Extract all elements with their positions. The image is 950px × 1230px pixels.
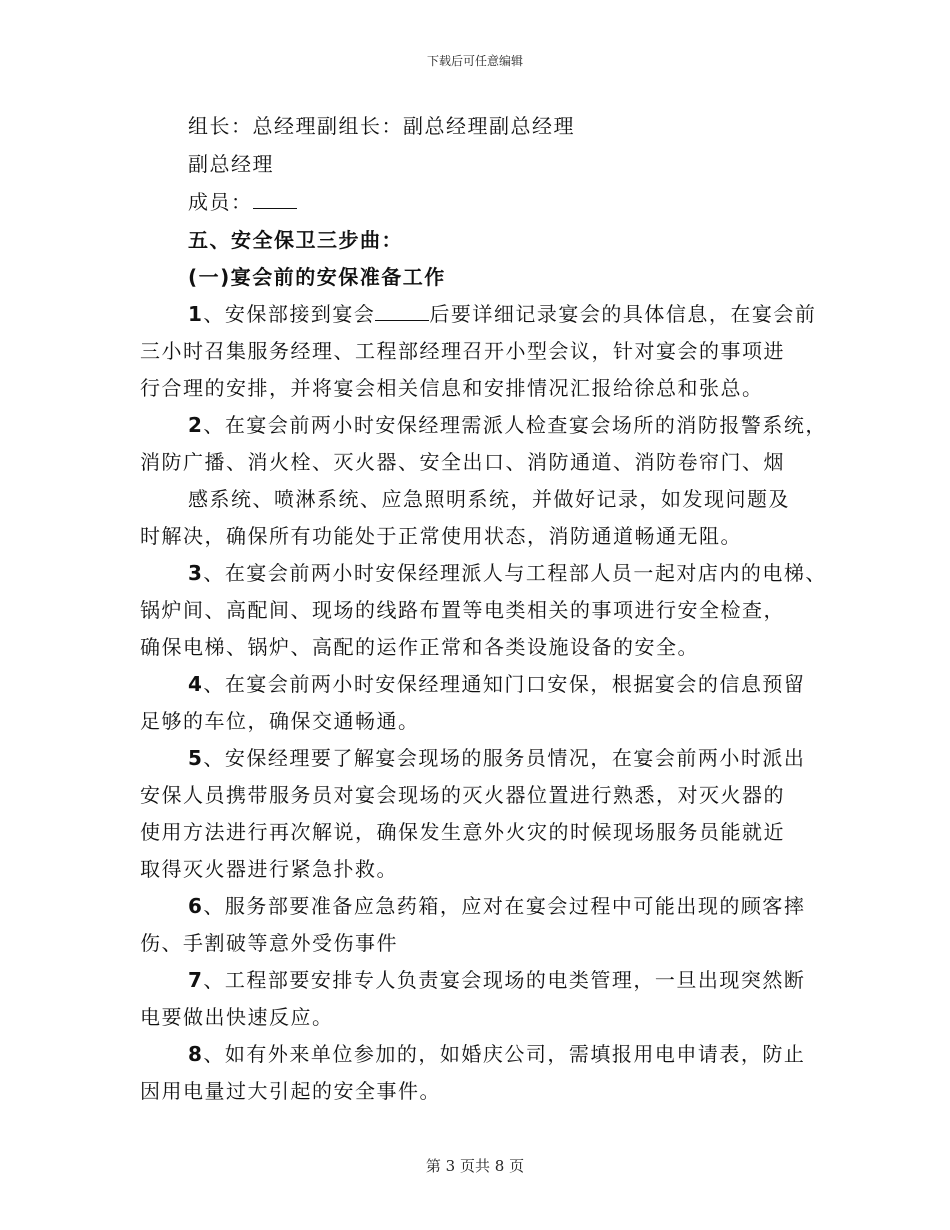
item-number: 4 xyxy=(188,672,204,696)
blank-line xyxy=(375,304,429,321)
item-number: 1 xyxy=(188,302,204,326)
page-footer: 第 3 页共 8 页 xyxy=(425,1157,525,1175)
paragraph-1-line-3: 行合理的安排，并将宴会相关信息和安排情况汇报给徐总和张总。 xyxy=(140,376,764,400)
item-number: 5 xyxy=(188,746,204,770)
paragraph-8-line-2: 因用电量过大引起的安全事件。 xyxy=(140,1079,441,1103)
item-number: 3 xyxy=(188,561,204,585)
page-header: 下载后可任意编辑 xyxy=(426,54,523,68)
paragraph-5-line-1: 5、安保经理要了解宴会现场的服务员情况，在宴会前两小时派出 xyxy=(188,746,806,770)
item-number: 6 xyxy=(188,894,204,918)
paragraph-7-line-2: 电要做出快速反应。 xyxy=(140,1005,334,1029)
leader-line: 组长：总经理副组长：副总经理副总经理 xyxy=(188,114,575,138)
paragraph-5-line-4: 取得灭火器进行紧急扑救。 xyxy=(140,857,398,881)
paragraph-2-line-4: 时解决，确保所有功能处于正常使用状态，消防通道畅通无阻。 xyxy=(140,524,742,548)
paragraph-1-line-2: 三小时召集服务经理、工程部经理召开小型会议，针对宴会的事项进 xyxy=(140,339,785,363)
paragraph-5-line-2: 安保人员携带服务员对宴会现场的灭火器位置进行熟悉，对灭火器的 xyxy=(140,783,785,807)
paragraph-4-line-1: 4、在宴会前两小时安保经理通知门口安保，根据宴会的信息预留 xyxy=(188,672,806,696)
paragraph-1-line-1: 1、安保部接到宴会 后要详细记录宴会的具体信息，在宴会前 xyxy=(188,302,817,326)
item-number: 8 xyxy=(188,1042,204,1066)
paragraph-8-line-1: 8、如有外来单位参加的，如婚庆公司，需填报用电申请表，防止 xyxy=(188,1042,806,1066)
paragraph-4-line-2: 足够的车位，确保交通畅通。 xyxy=(140,709,420,733)
paragraph-2-line-3: 感系统、喷淋系统、应急照明系统，并做好记录，如发现问题及 xyxy=(188,487,790,511)
paragraph-2-line-2: 消防广播、消火栓、灭火器、安全出口、消防通道、消防卷帘门、烟 xyxy=(140,450,785,474)
paragraph-3-line-3: 确保电梯、锅炉、高配的运作正常和各类设施设备的安全。 xyxy=(140,635,699,659)
paragraph-3-line-1: 3、在宴会前两小时安保经理派人与工程部人员一起对店内的电梯、 xyxy=(188,561,827,585)
deputy-line: 副总经理 xyxy=(188,152,274,176)
item-number: 2 xyxy=(188,413,204,437)
paragraph-6-line-1: 6、服务部要准备应急药箱，应对在宴会过程中可能出现的顾客摔 xyxy=(188,894,806,918)
paragraph-2-line-1: 2、在宴会前两小时安保经理需派人检查宴会场所的消防报警系统， xyxy=(188,413,827,437)
paragraph-7-line-1: 7、工程部要安排专人负责宴会现场的电类管理，一旦出现突然断 xyxy=(188,968,806,992)
members-blank xyxy=(253,192,297,209)
section-heading: 五、安全保卫三步曲： xyxy=(188,228,403,252)
subsection-heading: (一)宴会前的安保准备工作 xyxy=(188,265,446,289)
paragraph-5-line-3: 使用方法进行再次解说，确保发生意外火灾的时候现场服务员能就近 xyxy=(140,820,785,844)
paragraph-6-line-2: 伤、手割破等意外受伤事件 xyxy=(140,931,398,955)
paragraph-3-line-2: 锅炉间、高配间、现场的线路布置等电类相关的事项进行安全检查， xyxy=(140,598,785,622)
item-number: 7 xyxy=(188,968,204,992)
members-line xyxy=(188,190,297,214)
members-label: 成员： xyxy=(188,190,253,214)
